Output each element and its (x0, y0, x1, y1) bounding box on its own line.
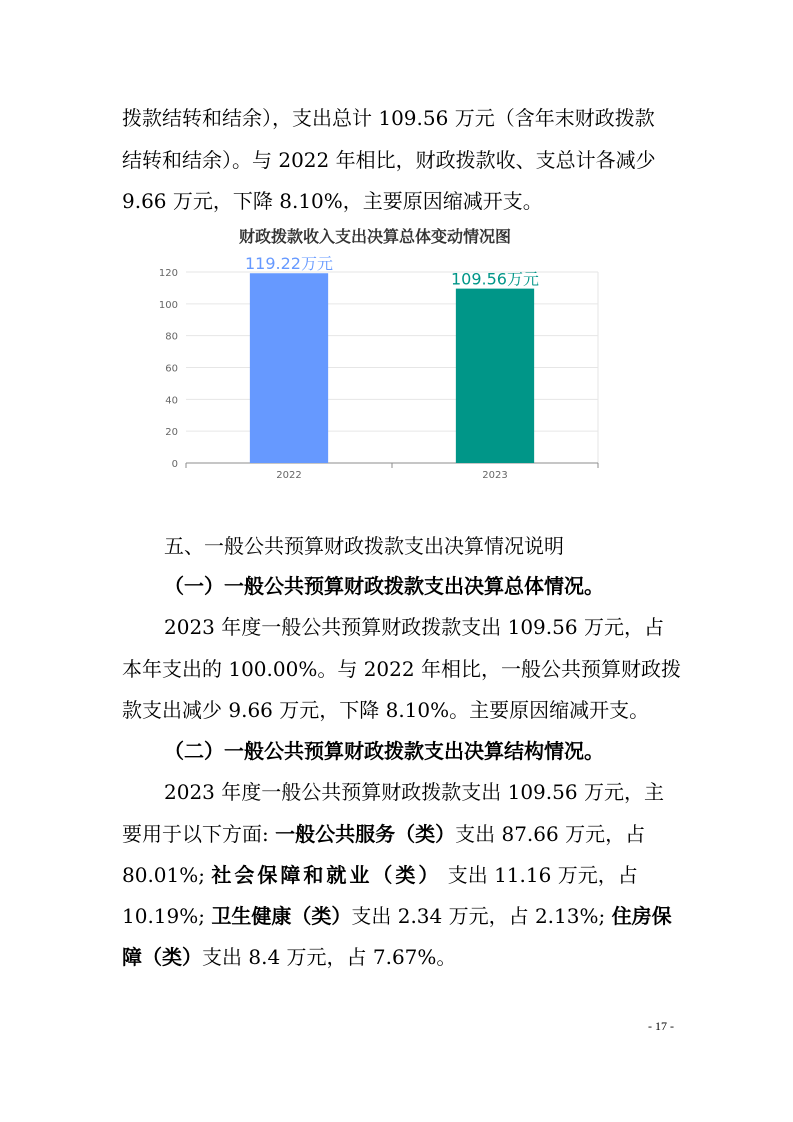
y-tick-label: 80 (165, 331, 178, 343)
section5-heading: 五、一般公共预算财政拨款支出决算情况说明 (164, 534, 564, 558)
x-tick-label: 2022 (276, 470, 302, 481)
x-tick-label: 2023 (482, 470, 508, 481)
chart-bars (250, 273, 534, 463)
sub2-line-3-lead: 80.01%; (122, 863, 205, 887)
category-housing-part1: 住房保 (611, 904, 672, 928)
bar-2023 (456, 289, 534, 463)
category-social-security: 社会保障和就业（类） (211, 863, 442, 887)
sub2-line-2 (122, 820, 645, 848)
sub2-line-3-tail: 支出 11.16 万元，占 (447, 863, 638, 887)
data-label: 119.22万元 (245, 254, 333, 274)
sub2-line-2-lead: 要用于以下方面: (122, 822, 269, 846)
sub2-line-5-tail: 支出 8.4 万元，占 7.67%。 (202, 945, 457, 969)
category-health: 卫生健康（类） (211, 904, 352, 928)
sub2-line-2-tail: 支出 87.66 万元，占 (455, 822, 646, 846)
sub2-line-1: 2023 年度一般公共预算财政拨款支出 109.56 万元，主 (164, 780, 664, 804)
chart-grid (186, 269, 598, 463)
sub1-heading: （一）一般公共预算财政拨款支出决算总体情况。 (164, 574, 604, 598)
y-tick-label: 60 (165, 363, 178, 375)
bar-chart (140, 220, 610, 488)
sub1-line-3: 款支出减少 9.66 万元，下降 8.10%。主要原因缩减开支。 (122, 698, 650, 722)
intro-line-3: 9.66 万元，下降 8.10%，主要原因缩减开支。 (122, 189, 543, 213)
intro-line-2: 结转和结余）。与 2022 年相比，财政拨款收、支总计各减少 (122, 148, 656, 172)
sub2-line-4-lead: 10.19%; (122, 904, 205, 928)
category-housing-part2: 障（类） (122, 945, 202, 969)
sub2-line-3 (122, 861, 638, 889)
sub2-line-5 (122, 943, 456, 971)
y-tick-label: 20 (165, 427, 178, 439)
y-tick-label: 0 (171, 459, 178, 470)
chart-title: 财政拨款收入支出决算总体变动情况图 (238, 227, 512, 246)
y-tick-label: 100 (158, 299, 178, 311)
page-number: - 17 - (648, 1019, 674, 1033)
category-general-public-services: 一般公共服务（类） (275, 822, 456, 846)
sub2-heading: （二）一般公共预算财政拨款支出决算结构情况。 (164, 739, 604, 763)
intro-line-1: 拨款结转和结余），支出总计 109.56 万元（含年末财政拨款 (122, 106, 655, 130)
data-label: 109.56万元 (451, 269, 539, 289)
y-tick-label: 120 (158, 268, 178, 279)
sub2-line-4-mid: 支出 2.34 万元，占 2.13%; (351, 904, 606, 928)
bar-2022 (250, 273, 328, 463)
sub1-line-2: 本年支出的 100.00%。与 2022 年相比，一般公共预算财政拨 (122, 657, 681, 681)
sub1-line-1: 2023 年度一般公共预算财政拨款支出 109.56 万元，占 (164, 615, 664, 639)
sub2-line-4 (122, 902, 672, 930)
y-tick-label: 40 (165, 395, 178, 407)
